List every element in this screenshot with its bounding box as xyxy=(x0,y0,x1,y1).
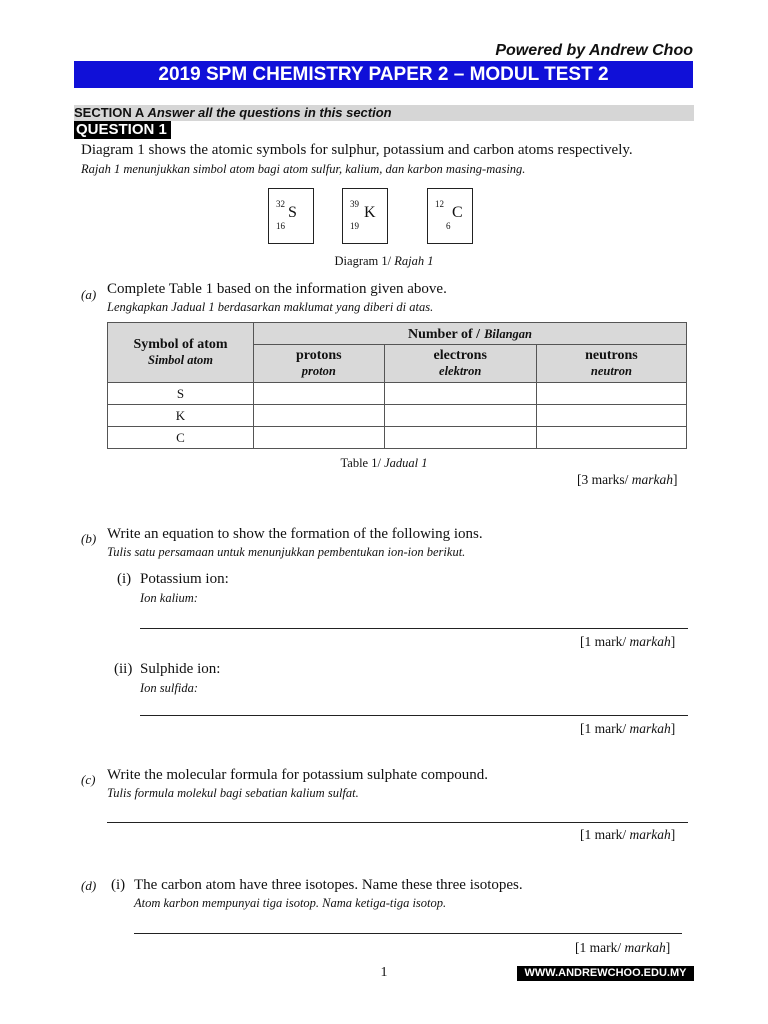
question-intro-en: Diagram 1 shows the atomic symbols for sulphur, potassium and carbon atoms respectively. xyxy=(81,142,633,158)
answer-cell[interactable] xyxy=(384,405,536,427)
part-c-text-en: Write the molecular formula for potassium sulphate compound. xyxy=(107,767,488,783)
answer-cell[interactable] xyxy=(536,427,686,449)
atom-symbol: C xyxy=(452,204,463,221)
marks-en: [1 mark/ xyxy=(580,634,627,649)
diagram-caption-en: Diagram 1/ xyxy=(334,254,392,268)
part-c-text-ms: Tulis formula molekul bagi sebatian kalium sulfat. xyxy=(107,786,359,800)
proton-number: 19 xyxy=(350,221,359,231)
table-row xyxy=(108,405,687,427)
part-a-text-en: Complete Table 1 based on the information given above. xyxy=(107,281,447,297)
row-symbol: K xyxy=(108,405,254,427)
table-1 xyxy=(107,322,687,449)
section-header xyxy=(74,105,694,121)
symbol-header-ms: Simbol atom xyxy=(148,353,213,367)
marks-ms: markah xyxy=(624,940,666,955)
marks-end: ] xyxy=(670,634,676,649)
answer-cell[interactable] xyxy=(384,383,536,405)
col-header-electrons xyxy=(384,345,536,383)
part-b-i-label: (i) xyxy=(117,571,132,587)
number-header-en: Number of / xyxy=(407,326,481,342)
part-b-i-text-en: Potassium ion: xyxy=(140,571,229,587)
part-b-i-text-ms: Ion kalium: xyxy=(140,591,198,605)
mass-number: 32 xyxy=(276,199,285,209)
table-caption-ms: Jadual 1 xyxy=(384,456,428,470)
answer-line-c[interactable] xyxy=(107,822,688,823)
marks-en: [1 mark/ xyxy=(580,721,627,736)
proton-number: 6 xyxy=(446,221,451,231)
section-instruction: Answer all the questions in this section xyxy=(147,105,392,120)
answer-line-d-i[interactable] xyxy=(134,933,682,934)
row-symbol: S xyxy=(108,383,254,405)
row-symbol: C xyxy=(108,427,254,449)
table-row xyxy=(108,427,687,449)
answer-line-b-i[interactable] xyxy=(140,628,688,629)
table-row xyxy=(108,383,687,405)
part-b-text-en: Write an equation to show the formation of the following ions. xyxy=(107,526,483,542)
atom-symbol: S xyxy=(288,204,297,221)
marks-en: [1 mark/ xyxy=(575,940,622,955)
powered-by-text: Powered by Andrew Choo xyxy=(495,42,693,59)
question-badge: QUESTION 1 xyxy=(74,121,171,139)
part-c-label: (c) xyxy=(81,772,96,787)
part-d-i-text-en: The carbon atom have three isotopes. Name these three isotopes. xyxy=(134,877,523,893)
mass-number: 39 xyxy=(350,199,359,209)
col-ms: proton xyxy=(301,364,336,378)
number-header-ms: Bilangan xyxy=(484,326,532,341)
part-a-text-ms: Lengkapkan Jadual 1 berdasarkan maklumat yang diberi di atas. xyxy=(107,300,434,314)
part-b-label: (b) xyxy=(81,531,97,546)
symbol-header-en: Symbol of atom xyxy=(133,337,228,352)
marks-d-i xyxy=(575,940,670,956)
col-ms: neutron xyxy=(590,364,632,378)
part-b-ii-text-en: Sulphide ion: xyxy=(140,661,221,677)
answer-cell[interactable] xyxy=(384,427,536,449)
marks-part-a xyxy=(577,472,678,488)
atom-box-carbon xyxy=(427,188,473,244)
marks-c xyxy=(580,827,675,843)
website-badge: WWW.ANDREWCHOO.EDU.MY xyxy=(517,966,694,981)
atom-box-sulphur xyxy=(268,188,314,244)
section-label: SECTION A xyxy=(74,105,144,120)
marks-end: ] xyxy=(670,827,676,842)
number-of-header xyxy=(254,323,687,345)
atom-box-potassium xyxy=(342,188,388,244)
proton-number: 16 xyxy=(276,221,285,231)
answer-cell[interactable] xyxy=(254,427,385,449)
col-header-neutrons xyxy=(536,345,686,383)
answer-cell[interactable] xyxy=(254,405,385,427)
part-b-ii-label: (ii) xyxy=(114,661,133,677)
marks-en: [3 marks/ xyxy=(577,472,629,487)
marks-b-ii xyxy=(580,721,675,737)
question-intro-ms: Rajah 1 menunjukkan simbol atom bagi atom sulfur, kalium, dan karbon masing-masing. xyxy=(81,162,526,176)
table-caption xyxy=(0,456,768,471)
marks-b-i xyxy=(580,634,675,650)
page-number: 1 xyxy=(380,965,388,980)
marks-ms: markah xyxy=(629,827,671,842)
part-a-label: (a) xyxy=(81,287,97,302)
diagram-caption-ms: Rajah 1 xyxy=(394,254,434,268)
marks-en: [1 mark/ xyxy=(580,827,627,842)
mass-number: 12 xyxy=(435,199,444,209)
symbol-header xyxy=(108,323,254,383)
col-ms: elektron xyxy=(439,364,482,378)
col-en: protons xyxy=(295,348,342,363)
atom-symbol: K xyxy=(364,204,376,221)
answer-cell[interactable] xyxy=(536,405,686,427)
marks-ms: markah xyxy=(631,472,673,487)
marks-ms: markah xyxy=(629,634,671,649)
answer-line-b-ii[interactable] xyxy=(140,715,688,716)
col-en: electrons xyxy=(433,348,487,363)
col-header-protons xyxy=(254,345,385,383)
marks-ms: markah xyxy=(629,721,671,736)
marks-end: ] xyxy=(673,472,678,487)
part-d-i-label: (i) xyxy=(111,877,126,893)
answer-cell[interactable] xyxy=(254,383,385,405)
part-d-i-text-ms: Atom karbon mempunyai tiga isotop. Nama ketiga-tiga isotop. xyxy=(134,896,447,910)
paper-title-banner: 2019 SPM CHEMISTRY PAPER 2 – MODUL TEST 2 xyxy=(74,61,693,88)
marks-end: ] xyxy=(665,940,671,955)
part-d-label: (d) xyxy=(81,878,97,893)
diagram-caption xyxy=(0,254,768,269)
answer-cell[interactable] xyxy=(536,383,686,405)
marks-end: ] xyxy=(670,721,676,736)
part-b-ii-text-ms: Ion sulfida: xyxy=(140,681,198,695)
part-b-text-ms: Tulis satu persamaan untuk menunjukkan pembentukan ion-ion berikut. xyxy=(107,545,466,559)
table-caption-en: Table 1/ xyxy=(340,456,381,470)
col-en: neutrons xyxy=(585,348,638,363)
